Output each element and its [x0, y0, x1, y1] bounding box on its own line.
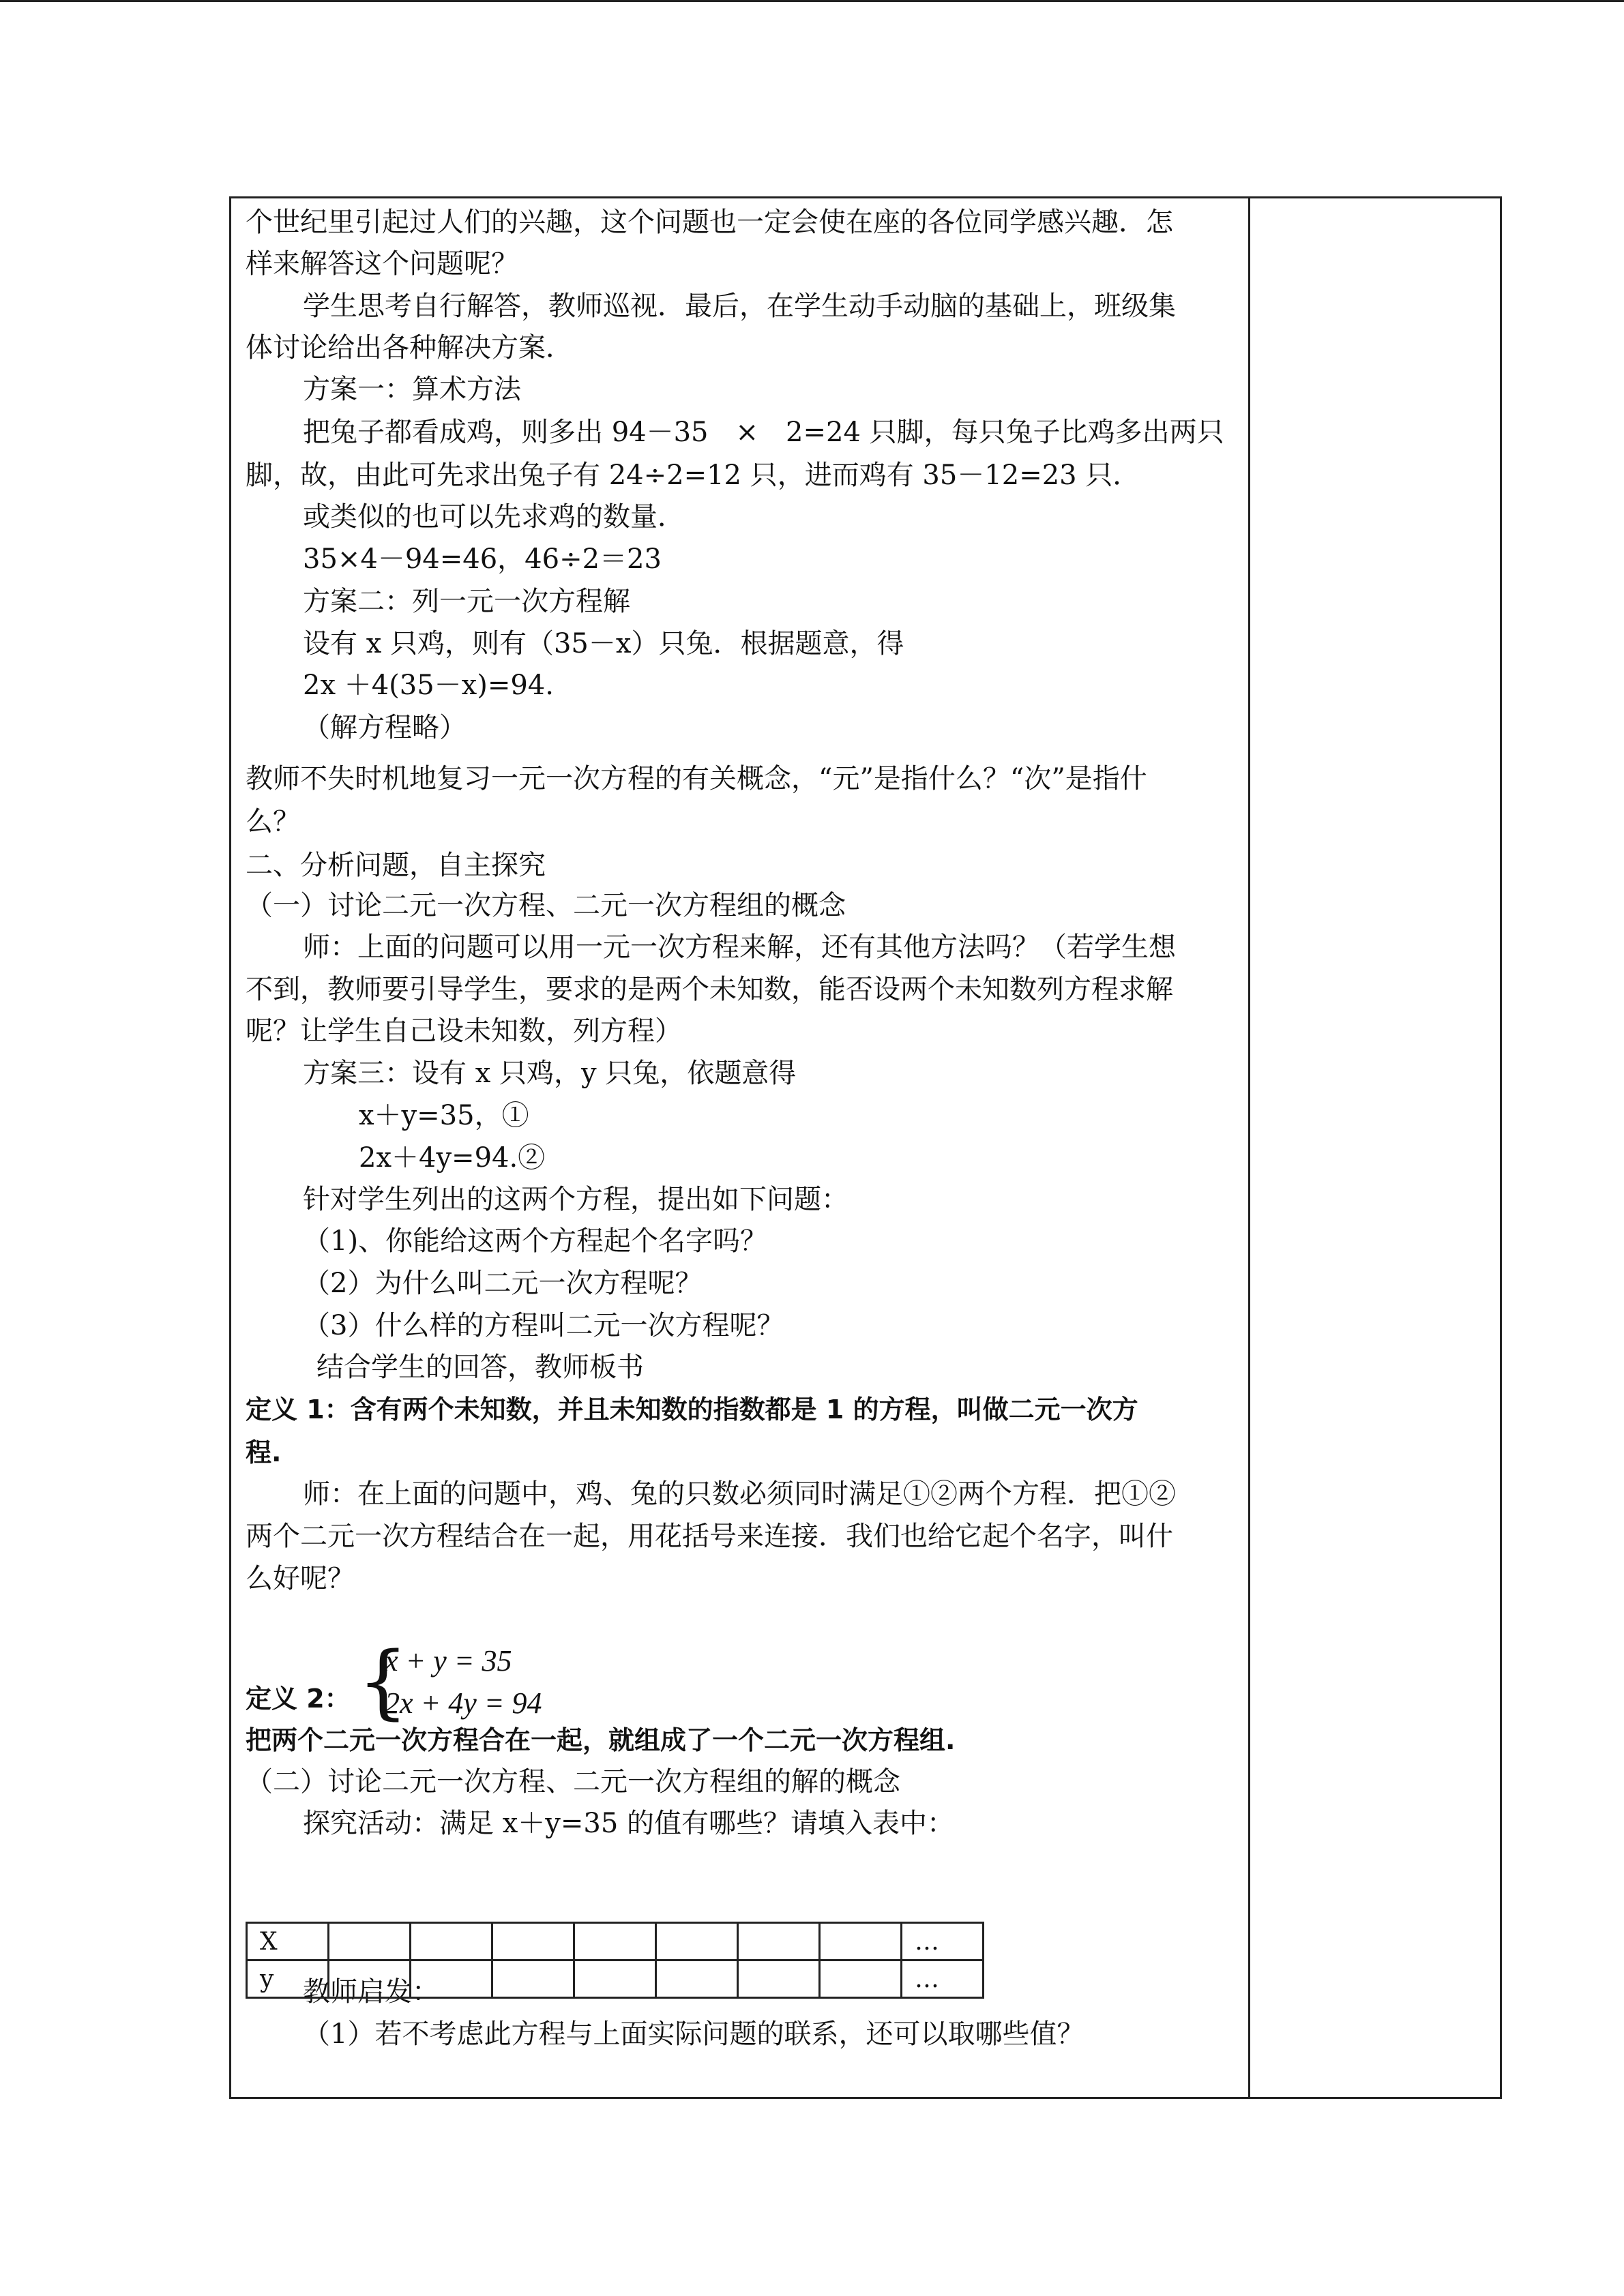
notes-column-divider [1248, 196, 1250, 2099]
text-line: （1）若不考虑此方程与上面实际问题的联系，还可以取哪些值？ [303, 2018, 1084, 2050]
values-table [246, 1922, 984, 1999]
text-line: 35×4－94=46，46÷2＝23 [303, 543, 662, 575]
table-cell [329, 1923, 411, 1960]
text-line: 体讨论给出各种解决方案． [246, 332, 573, 363]
text-line: 样来解答这个问题呢？ [246, 248, 518, 280]
table-cell [411, 1960, 492, 1998]
table-cell [656, 1960, 738, 1998]
table-row [247, 1923, 984, 1960]
text-line: 方案三：设有 x 只鸡，y 只兔，依题意得 [303, 1058, 797, 1089]
text-line: 针对学生列出的这两个方程，提出如下问题： [303, 1184, 848, 1215]
table-cell [656, 1923, 738, 1960]
text-line: （一）讨论二元一次方程、二元一次方程组的概念 [246, 890, 846, 921]
text-line: 结合学生的回答，教师板书 [316, 1352, 644, 1383]
text-line: 个世纪里引起过人们的兴趣，这个问题也一定会使在座的各位同学感兴趣．怎 [246, 207, 1173, 238]
text-line: 程. [246, 1437, 282, 1467]
text-line: 把兔子都看成鸡，则多出 94－35 × 2=24 只脚，每只兔子比鸡多出两只 [303, 417, 1224, 448]
table-cell [574, 1923, 656, 1960]
table-cell [492, 1923, 574, 1960]
text-line: 二、分析问题，自主探究 [246, 850, 546, 881]
row-label-cell: y [247, 1960, 329, 1998]
table-cell [738, 1923, 820, 1960]
system-equation-1: x + y = 35 [385, 1644, 512, 1678]
table-cell [820, 1923, 902, 1960]
text-line: 两个二元一次方程结合在一起，用花括号来连接．我们也给它起个名字，叫什 [246, 1521, 1173, 1552]
text-line: 不到，教师要引导学生，要求的是两个未知数，能否设两个未知数列方程求解 [246, 974, 1173, 1005]
table-cell [329, 1960, 411, 1998]
text-line: （3）什么样的方程叫二元一次方程呢？ [303, 1310, 784, 1341]
text-line: 设有 x 只鸡，则有（35－x）只兔．根据题意，得 [303, 628, 904, 659]
text-line: 师：在上面的问题中，鸡、兔的只数必须同时满足①②两个方程．把①② [303, 1478, 1176, 1510]
page-top-rule [0, 0, 1624, 2]
text-line: 探究活动：满足 x＋y=35 的值有哪些？请填入表中： [303, 1808, 954, 1839]
text-line: 学生思考自行解答，教师巡视．最后，在学生动手动脑的基础上，班级集 [303, 290, 1176, 322]
text-line: （1)、你能给这两个方程起个名字吗？ [303, 1225, 768, 1257]
text-line: （2）为什么叫二元一次方程呢？ [303, 1268, 703, 1299]
table-row [247, 1960, 984, 1998]
text-line: 或类似的也可以先求鸡的数量． [303, 501, 685, 533]
table-cell [411, 1923, 492, 1960]
text-line: 么？ [246, 806, 300, 837]
text-line: 2x ＋4(35－x)=94. [303, 670, 554, 701]
equation-system [357, 1634, 630, 1739]
table-cell: … [902, 1960, 984, 1998]
text-line: （二）讨论二元一次方程、二元一次方程组的解的概念 [246, 1766, 900, 1798]
text-line: 定义 1：含有两个未知数，并且未知数的指数都是 1 的方程，叫做二元一次方 [246, 1395, 1138, 1425]
text-line: 2x＋4y=94.② [359, 1142, 546, 1174]
curly-brace-icon: { [357, 1634, 409, 1728]
text-line: 脚，故，由此可先求出兔子有 24÷2=12 只，进而鸡有 35－12=23 只． [246, 460, 1140, 491]
table-cell [492, 1960, 574, 1998]
text-line: 师：上面的问题可以用一元一次方程来解，还有其他方法吗？（若学生想 [303, 931, 1176, 963]
text-line: 教师启发： [303, 1976, 439, 2008]
text-line: 教师不失时机地复习一元一次方程的有关概念，“元”是指什么？“次”是指什 [246, 763, 1147, 794]
text-line: 呢？让学生自己设未知数，列方程） [246, 1015, 682, 1047]
table-cell [738, 1960, 820, 1998]
text-line: 方案二：列一元一次方程解 [303, 586, 630, 617]
text-line: x＋y=35，① [359, 1100, 529, 1131]
text-line: （解方程略） [303, 712, 467, 743]
system-equation-2: 2x + 4y = 94 [385, 1686, 542, 1720]
text-line: 把两个二元一次方程合在一起，就组成了一个二元一次方程组. [246, 1725, 956, 1755]
text-line: 方案一：算术方法 [303, 374, 521, 405]
table-cell: … [902, 1923, 984, 1960]
text-line: 定义 2： [246, 1684, 351, 1714]
row-label-cell: X [247, 1923, 329, 1960]
table-cell [574, 1960, 656, 1998]
text-line: 么好呢？ [246, 1563, 355, 1594]
table-cell [820, 1960, 902, 1998]
